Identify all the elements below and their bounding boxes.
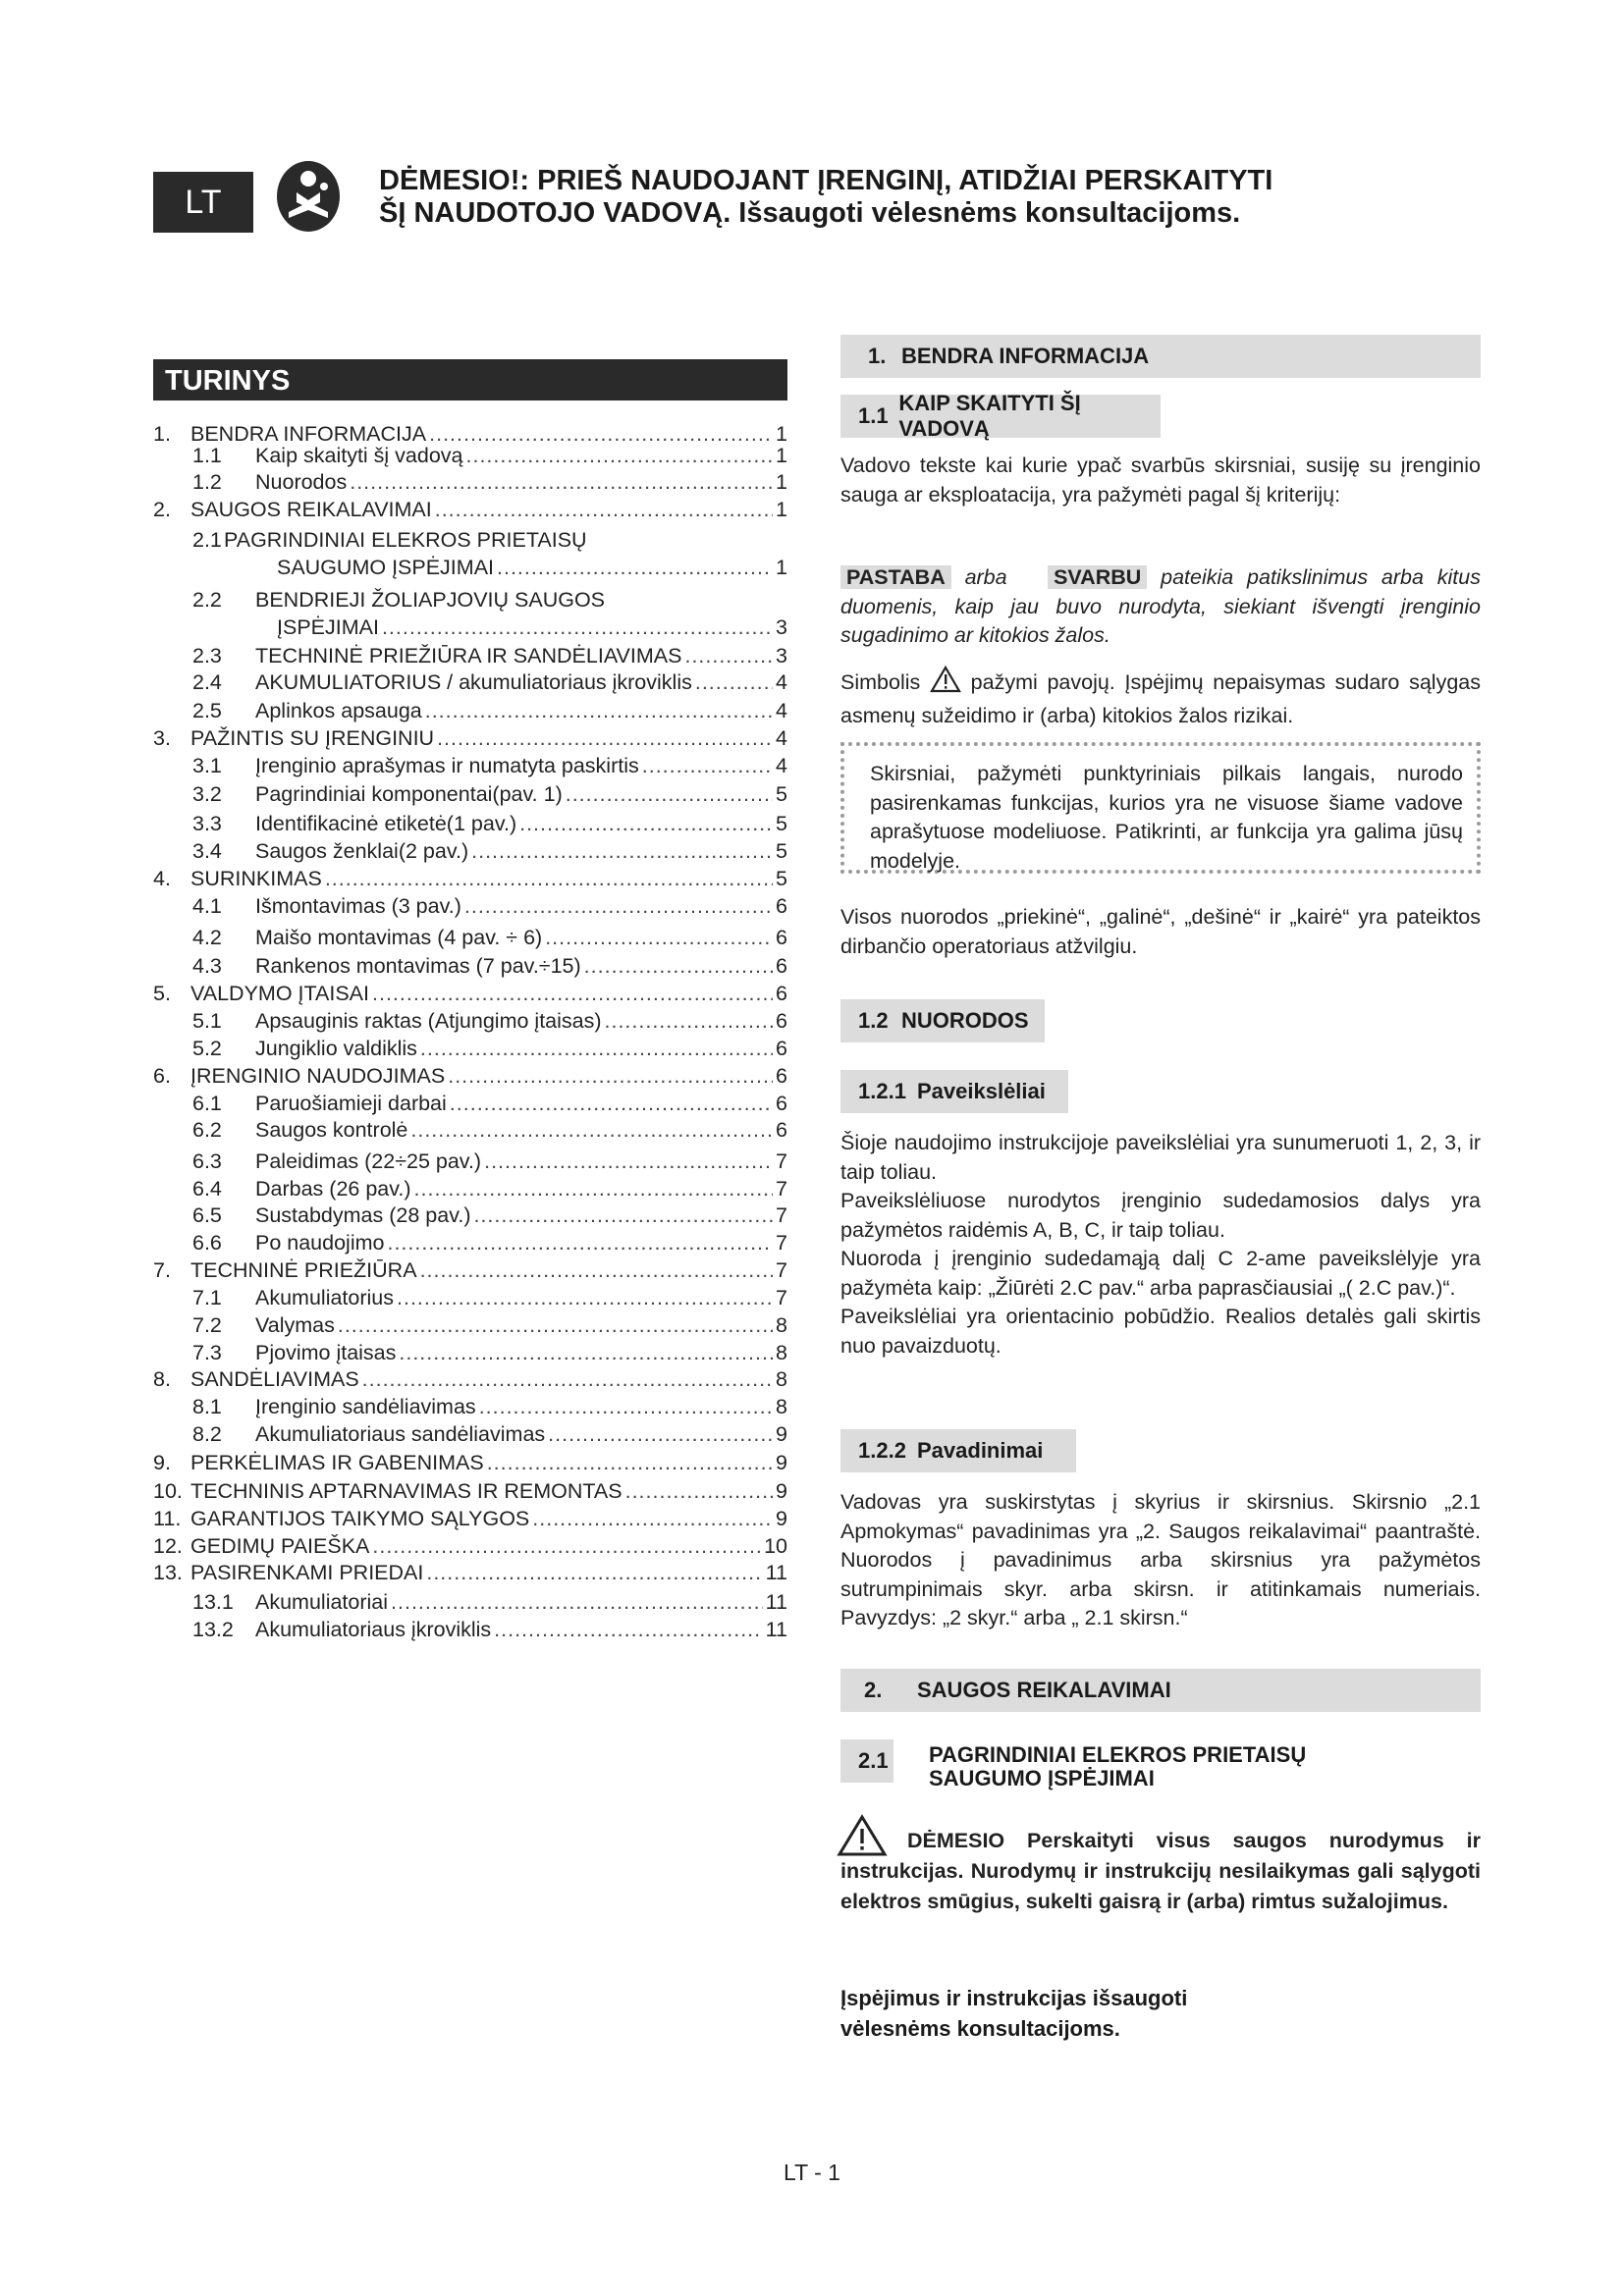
names-text: Vadovas yra suskirstytas į skyrius ir skirsnius. Skirsnio „2.1 Apmokymas“ pavadinimas yra „2. Saugos reikalavimai“ paantraštė. Nuorodos į pavadinimus arba skirsnius yra pažymėtos sutrumpinimais skyr. arba skirsn. ir atitinkamais numeriais. Pavyzdys: „2 skyr.“ arba „ 2.1 skirsn.“	[840, 1490, 1481, 1629]
toc-item-leader-dots	[372, 1534, 761, 1559]
toc-item-number: 9.	[153, 1451, 171, 1474]
toc-item[interactable]	[153, 1341, 787, 1368]
toc-item-leader-dots	[484, 1149, 773, 1174]
toc-item-page: 6	[776, 1118, 787, 1142]
toc-item-number: 5.	[153, 982, 171, 1005]
toc-item-page: 7	[776, 1203, 787, 1227]
toc-item[interactable]	[153, 528, 787, 556]
toc-item-title: SAUGUMO ĮSPĖJIMAI	[277, 556, 495, 579]
toc-item-title: Aplinkos apsauga	[255, 699, 422, 722]
toc-item[interactable]	[153, 1009, 787, 1037]
toc-item-title: Pagrindiniai komponentai(pav. 1)	[255, 782, 563, 806]
toc-item-leader-dots	[399, 1341, 773, 1365]
toc-item-title: Pjovimo įtaisas	[255, 1341, 397, 1364]
toc-item-leader-dots	[695, 670, 773, 695]
toc-item-leader-dots	[382, 615, 773, 640]
toc-item-leader-dots	[437, 726, 773, 751]
toc-item-leader-dots	[487, 1451, 773, 1475]
toc-item-number: 1.2	[192, 470, 222, 494]
toc-item-page: 1	[776, 422, 787, 446]
toc-item-leader-dots	[494, 1618, 763, 1642]
toc-item-leader-dots	[450, 1092, 773, 1116]
toc-item-title: PERKĖLIMAS IR GABENIMAS	[190, 1451, 484, 1474]
toc-item-number: 4.	[153, 867, 171, 890]
toc-item-leader-dots	[479, 1395, 773, 1419]
toc-item[interactable]	[153, 982, 787, 1009]
header-warning-line1: DĖMESIO!: PRIEŠ NAUDOJANT ĮRENGINĮ, ATIDŽIAI PERSKAITYTI	[379, 165, 1273, 196]
toc-item-title: Akumuliatoriaus įkroviklis	[255, 1618, 492, 1641]
toc-item-leader-dots	[410, 1118, 773, 1143]
how-to-read-text: Vadovo tekste kai kurie ypač svarbūs skirsniai, susiję su įrenginio sauga ar eksploatacija, yra pažymėti pagal šį kriterijų:	[840, 454, 1481, 507]
toc-item-leader-dots	[435, 498, 773, 522]
toc-item-title: SANDĖLIAVIMAS	[190, 1367, 359, 1391]
toc-item-title: Nuorodos	[255, 470, 348, 494]
toc-item-leader-dots	[584, 954, 773, 979]
toc-item[interactable]	[153, 556, 787, 583]
toc-item-page: 7	[776, 1286, 787, 1309]
toc-item-page: 6	[776, 954, 787, 978]
keep-instructions-note	[840, 1983, 1187, 2044]
toc-item[interactable]	[153, 1203, 787, 1231]
toc-item-page: 7	[776, 1258, 787, 1282]
toc-item-title: SAUGOS REIKALAVIMAI	[190, 498, 432, 521]
toc-item-page: 6	[776, 1009, 787, 1033]
toc-item-leader-dots	[362, 1367, 773, 1392]
toc-item-number: 6.5	[192, 1203, 222, 1227]
toc-item-number: 2.5	[192, 699, 222, 722]
toc-item-number: 7.1	[192, 1286, 222, 1309]
toc-item-page: 8	[776, 1395, 787, 1418]
note-paragraph	[840, 563, 1481, 651]
toc-item-title: BENDRIEJI ŽOLIAPJOVIŲ SAUGOS	[255, 588, 606, 612]
section-2-number: 2.	[864, 1678, 883, 1702]
toc-item-number: 6.4	[192, 1177, 222, 1201]
toc-title: TURINYS	[153, 359, 787, 400]
toc-item-page: 1	[776, 444, 787, 467]
toc-item-page: 4	[776, 726, 787, 750]
warning-triangle-icon	[930, 666, 961, 702]
toc-item[interactable]	[153, 1231, 787, 1258]
toc-item-page: 4	[776, 699, 787, 722]
toc-item-number: 12.	[153, 1534, 183, 1558]
toc-item[interactable]	[153, 1064, 787, 1092]
toc-item[interactable]	[153, 1092, 787, 1119]
toc-item-number: 10.	[153, 1479, 183, 1503]
toc-item-page: 6	[776, 926, 787, 949]
toc-item-page: 9	[776, 1479, 787, 1503]
toc-item-page: 5	[776, 839, 787, 863]
section-1-2-1-title: Paveikslėliai	[917, 1079, 1046, 1103]
toc-item[interactable]	[153, 782, 787, 810]
toc-item-number: 6.6	[192, 1231, 222, 1255]
section-1-1-number: 1.1	[858, 403, 889, 428]
toc-item-page: 7	[776, 1177, 787, 1201]
toc-item-leader-dots	[566, 782, 773, 807]
toc-item-leader-dots	[545, 926, 773, 950]
toc-item-leader-dots	[425, 699, 773, 723]
toc-item-page: 6	[776, 982, 787, 1005]
toc-item-title: Identifikacinė etiketė(1 pav.)	[255, 812, 517, 835]
toc-item-leader-dots	[625, 1479, 773, 1504]
toc-item-leader-dots	[325, 867, 773, 891]
toc-item-number: 5.2	[192, 1037, 222, 1060]
toc-item[interactable]	[153, 1618, 787, 1645]
toc-item[interactable]	[153, 839, 787, 867]
toc-item-leader-dots	[473, 1203, 773, 1228]
toc-item-title: Akumuliatoriai	[255, 1590, 389, 1614]
toc-item-title: PASIRENKAMI PRIEDAI	[190, 1561, 424, 1584]
toc-item-title: PAŽINTIS SU ĮRENGINIU	[190, 726, 435, 750]
toc-item-title: Kaip skaityti šį vadovą	[255, 444, 463, 467]
toc-item-title: Akumuliatorius	[255, 1286, 394, 1309]
toc-item-page: 1	[776, 556, 787, 579]
toc-item-number: 4.3	[192, 954, 222, 978]
section-1-2-2-heading	[840, 1429, 1076, 1472]
toc-item[interactable]	[153, 498, 787, 525]
toc-item-title: Maišo montavimas (4 pav. ÷ 6)	[255, 926, 543, 949]
toc-item-number: 3.3	[192, 812, 222, 835]
toc-item-number: 4.2	[192, 926, 222, 949]
toc-item-number: 6.3	[192, 1149, 222, 1173]
toc-item-title: Išmontavimas (3 pav.)	[255, 894, 461, 918]
toc-item-title: Įrenginio sandėliavimas	[255, 1395, 476, 1418]
toc-item-number: 7.2	[192, 1313, 222, 1337]
toc-item-title: Darbas (26 pav.)	[255, 1177, 411, 1201]
toc-item-title: GEDIMŲ PAIEŠKA	[190, 1534, 370, 1558]
toc-item-leader-dots	[684, 644, 773, 668]
toc-item-number: 8.1	[192, 1395, 222, 1418]
toc-item[interactable]	[153, 588, 787, 615]
toc-item-number: 4.1	[192, 894, 222, 918]
toc-item-title: Sustabdymas (28 pav.)	[255, 1203, 471, 1227]
toc-item-number: 8.2	[192, 1422, 222, 1446]
note-rest-text: pateikia patikslinimus arba kitus duomenis, kaip jau buvo nurodyta, siekiant išvengti įrenginio sugadinimo ar kitokios žalos.	[840, 565, 1481, 647]
toc-item[interactable]	[153, 1149, 787, 1177]
toc-item-leader-dots	[387, 1231, 773, 1255]
section-2-1-number: 2.1	[858, 1748, 889, 1773]
toc-item[interactable]	[153, 926, 787, 953]
toc-item-leader-dots	[338, 1313, 773, 1338]
toc-item-number: 3.2	[192, 782, 222, 806]
manual-reading-icon	[275, 157, 342, 234]
toc-item-number: 2.	[153, 498, 171, 521]
toc-item-number: 5.1	[192, 1009, 222, 1033]
toc-item-page: 11	[765, 1618, 787, 1641]
toc-item-leader-dots	[426, 1561, 762, 1585]
toc-item-title: AKUMULIATORIUS / akumuliatoriaus įkroviklis	[255, 670, 692, 694]
toc-item-title: PAGRINDINIAI ELEKROS PRIETAISŲ	[224, 528, 587, 552]
pictures-p4: Paveikslėliai yra orientacinio pobūdžio. Realios detalės gali skirtis nuo pavaizduotų.	[840, 1305, 1481, 1358]
toc-item-page: 3	[776, 644, 787, 667]
pictures-text	[840, 1129, 1481, 1361]
toc-item-page: 7	[776, 1231, 787, 1255]
toc-item-title: GARANTIJOS TAIKYMO SĄLYGOS	[190, 1507, 530, 1530]
toc-item-title: Rankenos montavimas (7 pav.÷15)	[255, 954, 581, 978]
optional-features-box	[840, 742, 1481, 874]
section-1-2-number: 1.2	[858, 1008, 889, 1033]
section-1-number: 1.	[868, 344, 887, 368]
toc-item[interactable]	[153, 1561, 787, 1588]
toc-item-page: 5	[776, 867, 787, 890]
toc-item-title: Apsauginis raktas (Atjungimo įtaisas)	[255, 1009, 602, 1033]
toc-item-number: 13.	[153, 1561, 183, 1584]
pictures-p3: Nuoroda į įrenginio sudedamąją dalį C 2-ame paveikslėlyje yra pažymėta kaip: „Žiūrėti 2.C pav.“ arba paprasčiausiai „( 2.C pav.)“.	[840, 1247, 1481, 1300]
section-2-1-title	[929, 1743, 1306, 1790]
section-1-2-1-number: 1.2.1	[858, 1079, 906, 1103]
section-1-title: BENDRA INFORMACIJA	[901, 344, 1150, 368]
toc-item-number: 6.1	[192, 1092, 222, 1115]
language-badge	[153, 172, 253, 233]
section-1-heading	[840, 335, 1481, 378]
section-2-title: SAUGOS REIKALAVIMAI	[917, 1678, 1171, 1702]
toc-item-leader-dots	[548, 1422, 773, 1447]
toc-item[interactable]	[153, 670, 787, 698]
section-2-1-title-line2: SAUGUMO ĮSPĖJIMAI	[929, 1766, 1155, 1790]
toc-item-leader-dots	[414, 1177, 774, 1201]
toc-item-page: 10	[764, 1534, 787, 1558]
toc-item[interactable]	[153, 726, 787, 754]
toc-item[interactable]	[153, 1451, 787, 1478]
toc-item-title: TECHNINIS APTARNAVIMAS IR REMONTAS	[190, 1479, 623, 1503]
toc-item-page: 9	[776, 1451, 787, 1474]
toc-item-leader-dots	[420, 1258, 773, 1283]
toc-item-number: 3.4	[192, 839, 222, 863]
toc-item-number: 2.2	[192, 588, 222, 612]
toc-item-title: Valymas	[255, 1313, 335, 1337]
toc-item[interactable]	[153, 615, 787, 643]
toc-item-leader-dots	[519, 812, 773, 836]
toc-item-title: Paruošiamieji darbai	[255, 1092, 447, 1115]
toc-item-page: 4	[776, 754, 787, 777]
toc-item-title: TECHNINĖ PRIEŽIŪRA	[190, 1258, 417, 1282]
toc-item[interactable]	[153, 1590, 787, 1618]
toc-item[interactable]	[153, 1118, 787, 1146]
toc-item-page: 4	[776, 670, 787, 694]
toc-item-leader-dots	[532, 1507, 773, 1531]
toc-item[interactable]	[153, 1507, 787, 1534]
danger-warning-text: DĖMESIO Perskaityti visus saugos nurodymus ir instrukcijas. Nurodymų ir instrukcijų nesilaikymas gali sąlygoti elektros smūgius, sukelti gaisrą ir (arba) rimtus sužalojimus.	[840, 1829, 1481, 1913]
pictures-p1: Šioje naudojimo instrukcijoje paveikslėliai yra sunumeruoti 1, 2, 3, ir taip toliau.	[840, 1131, 1481, 1184]
pastaba-label: PASTABA	[840, 565, 951, 589]
toc-item-leader-dots	[642, 754, 773, 778]
toc-item-title: ĮSPĖJIMAI	[277, 615, 379, 639]
toc-item-leader-dots	[497, 556, 773, 580]
toc-item-page: 5	[776, 782, 787, 806]
toc-item-leader-dots	[397, 1286, 773, 1310]
toc-item[interactable]	[153, 867, 787, 894]
toc-item-leader-dots	[391, 1590, 763, 1615]
toc-item-page: 8	[776, 1313, 787, 1337]
toc-item-number: 3.1	[192, 754, 222, 777]
toc-item-leader-dots	[605, 1009, 774, 1034]
toc-item[interactable]	[153, 1258, 787, 1286]
toc-item-page: 8	[776, 1367, 787, 1391]
toc-item-number: 6.2	[192, 1118, 222, 1142]
toc-item-page: 1	[776, 470, 787, 494]
toc-item[interactable]	[153, 894, 787, 922]
toc-item-page: 11	[765, 1561, 787, 1584]
toc-item-number: 2.4	[192, 670, 222, 694]
toc-item-title: ĮRENGINIO NAUDOJIMAS	[190, 1064, 446, 1088]
toc-item-title: VALDYMO ĮTAISAI	[190, 982, 369, 1005]
toc-item-title: TECHNINĖ PRIEŽIŪRA IR SANDĖLIAVIMAS	[255, 644, 682, 667]
toc-item-number: 8.	[153, 1367, 171, 1391]
toc-item-number: 2.3	[192, 644, 222, 667]
toc-item[interactable]	[153, 1037, 787, 1064]
toc-item-page: 3	[776, 615, 787, 639]
toc-item-title: Akumuliatoriaus sandėliavimas	[255, 1422, 546, 1446]
header-warning-line2: ŠĮ NAUDOTOJO VADOVĄ. Išsaugoti vėlesnėms konsultacijoms.	[379, 197, 1241, 229]
toc-item[interactable]	[153, 812, 787, 839]
section-2-1-title-line1: PAGRINDINIAI ELEKROS PRIETAISŲ	[929, 1742, 1307, 1767]
toc-item[interactable]	[153, 1395, 787, 1422]
toc-item-page: 8	[776, 1341, 787, 1364]
page-number: LT - 1	[784, 2160, 840, 2185]
toc-item[interactable]	[153, 1313, 787, 1341]
symbol-paragraph	[840, 666, 1481, 730]
toc-item-number: 11.	[153, 1507, 182, 1530]
toc-item-page: 9	[776, 1422, 787, 1446]
symbol-pre-text: Simbolis	[840, 669, 921, 694]
pictures-p2: Paveikslėliuose nurodytos įrenginio sudedamosios dalys yra pažymėtos raidėmis A, B, C, ir taip toliau.	[840, 1189, 1481, 1242]
language-badge-label: LT	[185, 183, 222, 221]
toc-item-title: Įrenginio aprašymas ir numatyta paskirtis	[255, 754, 639, 777]
toc-item-page: 6	[776, 1064, 787, 1088]
toc-item-number: 2.1	[192, 528, 222, 552]
toc-item[interactable]	[153, 954, 787, 982]
section-1-2-1-heading	[840, 1070, 1068, 1113]
section-1-2-heading	[840, 999, 1045, 1042]
toc-item-leader-dots	[420, 1037, 773, 1061]
toc-item[interactable]	[153, 444, 787, 471]
header-warning	[379, 165, 1361, 230]
section-1-2-2-title: Pavadinimai	[917, 1438, 1044, 1463]
toc-item-number: 1.	[153, 422, 171, 446]
toc-item-number: 7.	[153, 1258, 171, 1282]
symbol-post-text: pažymi pavojų. Įspėjimų nepaisymas sudaro sąlygas asmenų sužeidimo ir (arba) kitokios žalos rizikai.	[840, 669, 1481, 727]
toc-item-title: Saugos ženklai(2 pav.)	[255, 839, 469, 863]
toc-item-page: 11	[765, 1590, 787, 1614]
toc-item-leader-dots	[372, 982, 773, 1006]
toc-item[interactable]	[153, 1367, 787, 1395]
keep-instructions-line1: Įspėjimus ir instrukcijas išsaugoti	[840, 1986, 1188, 2010]
section-1-2-title: NUORODOS	[901, 1008, 1029, 1033]
toc-item-title: Po naudojimo	[255, 1231, 385, 1255]
toc-item-page: 9	[776, 1507, 787, 1530]
toc-item-number: 3.	[153, 726, 171, 750]
toc-item[interactable]	[153, 754, 787, 781]
section-1-1-title: KAIP SKAITYTI ŠĮ VADOVĄ	[898, 391, 1081, 441]
directions-text: Visos nuorodos „priekinė“, „galinė“, „dešinė“ ir „kairė“ yra pateiktos dirbančio operatoriaus atžvilgiu.	[840, 905, 1481, 958]
toc-item[interactable]	[153, 644, 787, 671]
toc-item-number: 13.2	[192, 1618, 234, 1641]
toc-item-page: 6	[776, 1037, 787, 1060]
section-1-1-heading	[840, 391, 1161, 441]
section-2-1-number-box	[840, 1739, 893, 1783]
svarbu-label: SVARBU	[1048, 565, 1147, 589]
toc-item-title: SURINKIMAS	[190, 867, 322, 890]
arba-word: arba	[964, 565, 1007, 589]
section-1-2-2-number: 1.2.2	[858, 1438, 906, 1463]
toc-item-leader-dots	[448, 1064, 773, 1089]
toc-item[interactable]	[153, 1422, 787, 1450]
toc-item[interactable]	[153, 1534, 787, 1562]
toc-item-leader-dots	[464, 894, 773, 919]
keep-instructions-line2: vėlesnėms konsultacijoms.	[840, 2016, 1120, 2041]
toc-item-number: 13.1	[192, 1590, 234, 1614]
toc-item-page: 1	[776, 498, 787, 521]
toc-item[interactable]	[153, 470, 787, 498]
toc-item-number: 1.1	[192, 444, 222, 467]
toc-item-title: BENDRA INFORMACIJA	[190, 422, 427, 446]
section-2-heading	[840, 1669, 1481, 1712]
toc-item[interactable]	[153, 699, 787, 726]
toc-item-title: Paleidimas (22÷25 pav.)	[255, 1149, 482, 1173]
toc-item-title: Saugos kontrolė	[255, 1118, 408, 1142]
toc-item[interactable]	[153, 1479, 787, 1507]
toc-item-page: 6	[776, 1092, 787, 1115]
toc-item-page: 5	[776, 812, 787, 835]
toc-item[interactable]	[153, 1177, 787, 1204]
toc-item-page: 6	[776, 894, 787, 918]
toc-item-leader-dots	[466, 444, 774, 468]
toc-item-page: 7	[776, 1149, 787, 1173]
toc-item-title: Jungiklio valdiklis	[255, 1037, 417, 1060]
toc-item-leader-dots	[350, 470, 773, 495]
toc-item-number: 6.	[153, 1064, 171, 1088]
toc-item-number: 7.3	[192, 1341, 222, 1364]
toc-item[interactable]	[153, 1286, 787, 1313]
toc-item-leader-dots	[471, 839, 773, 864]
optional-features-text: Skirsniai, pažymėti punktyriniais pilkais langais, nurodo pasirenkamas funkcijas, kurios yra ne visuose šiame vadove aprašytuose modeliuose. Patikrinti, ar funkcija yra galima jūsų modelyje.	[870, 762, 1463, 873]
